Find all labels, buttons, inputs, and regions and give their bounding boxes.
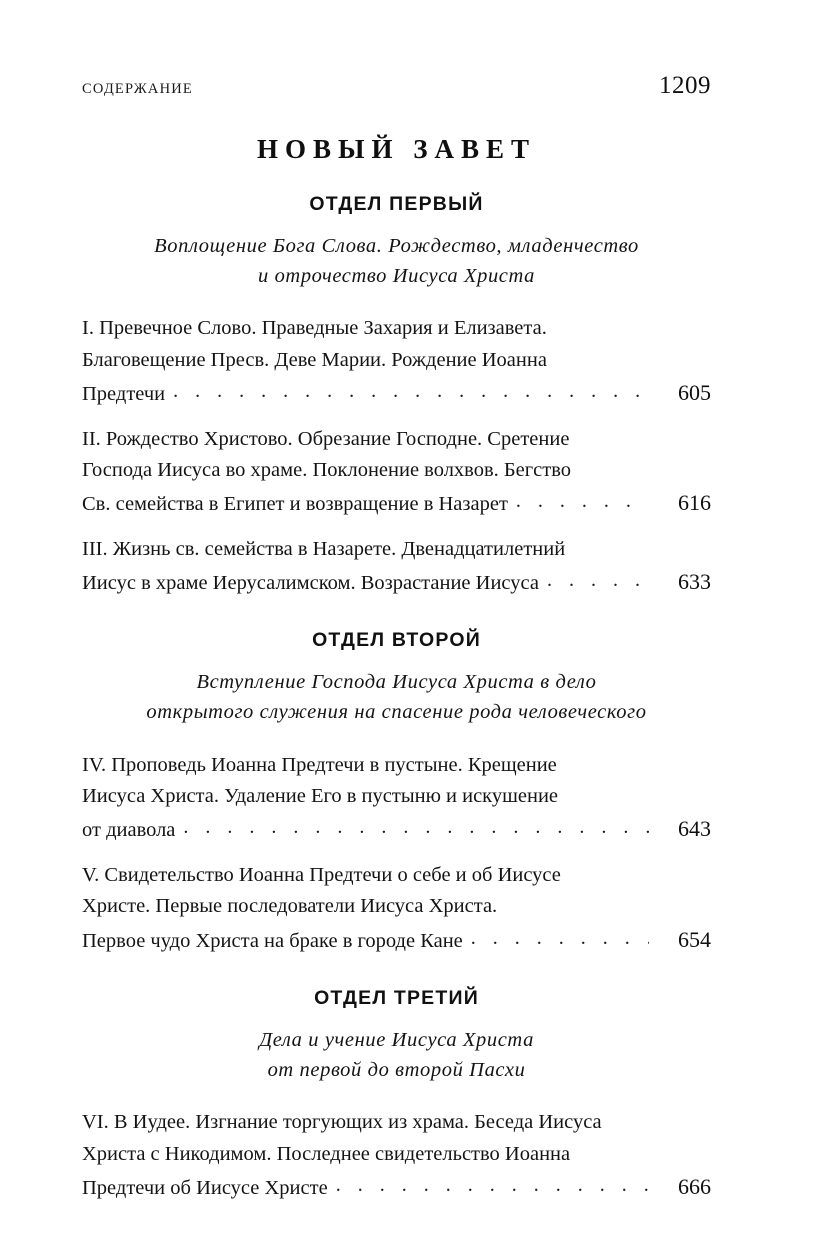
- section-subtitle: [97, 668, 697, 727]
- section-two: [82, 629, 711, 957]
- toc-entry-last-line: [82, 1170, 711, 1204]
- toc-entry-page: 654: [678, 926, 711, 952]
- section-subtitle-line: открытого служения на спасение рода человеческого: [146, 701, 647, 724]
- toc-entry-line: Христа с Никодимом. Последнее свидетельство Иоанна: [82, 1142, 571, 1165]
- toc-entry-line: I. Превечное Слово. Праведные Захария и Елизавета.: [82, 317, 547, 340]
- toc-entry[interactable]: [82, 534, 711, 600]
- section-heading: ОТДЕЛ ПЕРВЫЙ: [309, 193, 484, 215]
- toc-entry[interactable]: [82, 860, 711, 957]
- section-heading: ОТДЕЛ ВТОРОЙ: [312, 629, 481, 652]
- toc-entry-last-line: [82, 565, 711, 599]
- section-subtitle: [97, 1026, 697, 1085]
- toc-entry[interactable]: [82, 424, 711, 521]
- section-subtitle-line: Дела и учение Иисуса Христа: [259, 1028, 534, 1051]
- toc-entry-page: 666: [678, 1174, 711, 1200]
- dot-leader: [173, 381, 649, 401]
- toc-entry-page: 605: [678, 380, 711, 406]
- toc-entry-page: 643: [678, 816, 711, 842]
- toc-entry-last-line: [82, 486, 711, 520]
- section-subtitle-line: Воплощение Бога Слова. Рождество, младенчество: [154, 235, 639, 257]
- toc-entry[interactable]: [82, 313, 711, 410]
- toc-entry-line: III. Жизнь св. семейства в Назарете. Двенадцатилетний: [82, 537, 566, 560]
- section-subtitle-line: и отрочество Иисуса Христа: [258, 264, 535, 287]
- toc-entry[interactable]: [82, 1107, 711, 1204]
- section-subtitle: [97, 232, 697, 291]
- toc-entry-title-tail: от диавола: [82, 819, 176, 842]
- section-heading: ОТДЕЛ ТРЕТИЙ: [314, 986, 479, 1009]
- toc-entry-title-tail: Предтечи об Иисусе Христе: [82, 1177, 328, 1200]
- toc-entry-last-line: [82, 376, 711, 410]
- toc-entry-line: Христе. Первые последователи Иисуса Христа.: [82, 895, 498, 918]
- toc-entry-title-tail: Иисус в храме Иерусалимском. Возрастание Иисуса: [82, 571, 539, 594]
- dot-leader: [336, 1175, 649, 1195]
- running-head: [82, 72, 711, 100]
- toc-entry-line: II. Рождество Христово. Обрезание Господне. Сретение: [82, 427, 570, 450]
- section-subtitle-line: от первой до второй Пасхи: [267, 1058, 526, 1081]
- dot-leader: [516, 491, 649, 511]
- toc-entry-line: V. Свидетельство Иоанна Предтечи о себе и об Иисусе: [82, 863, 561, 886]
- running-head-label: СОДЕРЖАНИЕ: [82, 81, 193, 97]
- toc-entry-page: 633: [678, 568, 711, 594]
- toc-entry-line: Господа Иисуса во храме. Поклонение волхвов. Бегство: [82, 458, 572, 481]
- dot-leader: [183, 817, 649, 837]
- dot-leader: [547, 570, 649, 590]
- section-three: [82, 987, 711, 1205]
- toc-entry-title-tail: Св. семейства в Египет и возвращение в Назарет: [82, 493, 508, 516]
- page-title: НОВЫЙ ЗАВЕТ: [256, 134, 537, 164]
- toc-entry-title-tail: Предтечи: [82, 383, 166, 406]
- toc-entry-line: VI. В Иудее. Изгнание торгующих из храма. Беседа Иисуса: [82, 1111, 602, 1134]
- toc-entry-last-line: [82, 812, 711, 846]
- toc-entry-last-line: [82, 923, 711, 957]
- toc-entry-line: Иисуса Христа. Удаление Его в пустыню и искушение: [82, 785, 559, 808]
- toc-entry[interactable]: [82, 750, 711, 847]
- toc-entry-page: 616: [678, 490, 711, 516]
- page-number: 1209: [659, 72, 711, 99]
- toc-entry-title-tail: Первое чудо Христа на браке в городе Кане: [82, 929, 463, 952]
- section-one: [82, 193, 711, 599]
- section-subtitle-line: Вступление Господа Иисуса Христа в дело: [196, 671, 597, 694]
- toc-entry-line: Благовещение Пресв. Деве Марии. Рождение Иоанна: [82, 348, 547, 371]
- toc-entry-line: IV. Проповедь Иоанна Предтечи в пустыне. Крещение: [82, 753, 557, 776]
- dot-leader: [471, 928, 649, 948]
